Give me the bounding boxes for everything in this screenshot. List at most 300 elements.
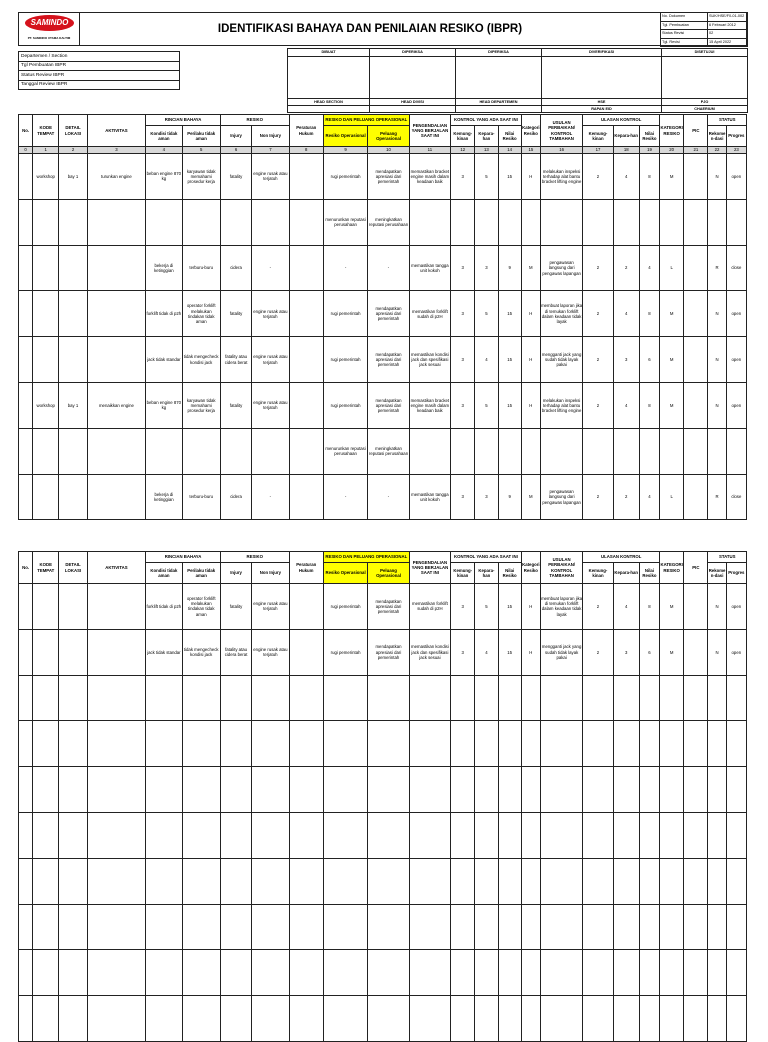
- table-row: [19, 629, 747, 675]
- cell-pic: [684, 950, 708, 996]
- cell-kondisi: [146, 950, 182, 996]
- cell-rek: N: [708, 291, 726, 337]
- cell-peraturan: [289, 858, 323, 904]
- col-number: 19: [639, 147, 659, 154]
- cell-k3: 9: [498, 474, 521, 520]
- doc-info-table: [660, 12, 748, 47]
- cell-rek: N: [708, 584, 726, 630]
- cell-detail: [59, 474, 87, 520]
- col-detail: DETAIL LOKASI: [59, 115, 87, 147]
- cell-rek: N: [708, 154, 726, 200]
- col-ulasan: ULASAN KONTROL: [583, 552, 660, 563]
- cell-kode: [33, 767, 59, 813]
- col-aktivitas: AKTIVITAS: [87, 552, 146, 584]
- cell-pic: [684, 996, 708, 1042]
- cell-u3: [639, 428, 659, 474]
- cell-u1: 2: [583, 584, 613, 630]
- cell-u1: 2: [583, 154, 613, 200]
- cell-injury: [220, 675, 251, 721]
- cell-usulan: pengawasan langsung dari pengawas lapangan: [540, 474, 582, 520]
- cell-aktivitas: [87, 675, 146, 721]
- cell-u3: [639, 858, 659, 904]
- cell-peluang-ops: [368, 721, 409, 767]
- cell-perilaku: [182, 675, 220, 721]
- cell-k1: 3: [451, 382, 475, 428]
- col-rincian: RINCIAN BAHAYA: [146, 552, 221, 563]
- cell-kat: H: [521, 337, 540, 383]
- table-row: [19, 382, 747, 428]
- col-ops-group: RESIKO DAN PELUANG OPERASIONAL: [323, 552, 409, 563]
- cell-peluang-ops: [368, 767, 409, 813]
- logo-area: [18, 12, 80, 46]
- cell-u1: [583, 858, 613, 904]
- sig-box: [370, 57, 456, 99]
- cell-k2: [475, 950, 498, 996]
- cell-k3: 15: [498, 629, 521, 675]
- cell-pic: [684, 904, 708, 950]
- cell-k2: 3: [475, 245, 498, 291]
- col-ulasan: ULASAN KONTROL: [583, 115, 660, 126]
- cell-kat: H: [521, 584, 540, 630]
- cell-kondisi: [146, 858, 182, 904]
- cell-prog: open: [726, 382, 746, 428]
- cell-non-injury: [252, 904, 289, 950]
- cell-detail: [59, 428, 87, 474]
- cell-k3: [498, 675, 521, 721]
- cell-u2: 4: [613, 291, 639, 337]
- col-number: 3: [87, 147, 146, 154]
- cell-k3: [498, 950, 521, 996]
- cell-pengendalian: [409, 199, 450, 245]
- col-peluang-ops: Peluang Operasional: [368, 563, 409, 584]
- cell-pic: [684, 382, 708, 428]
- col-non-injury: Non Injury: [252, 563, 289, 584]
- col-number: 11: [409, 147, 450, 154]
- cell-detail: [59, 337, 87, 383]
- cell-aktivitas: turunkan engine: [87, 154, 146, 200]
- col-kategori2: KATEGORI RESIKO: [660, 115, 684, 147]
- cell-pic: [684, 245, 708, 291]
- cell-prog: [726, 767, 746, 813]
- cell-usulan: mengganti jack yang sudah tidak layak pakai: [540, 337, 582, 383]
- cell-k2: 5: [475, 291, 498, 337]
- cell-no: [19, 812, 33, 858]
- cell-non-injury: [252, 721, 289, 767]
- col-progres: Progres: [726, 563, 746, 584]
- col-injury: Injury: [220, 126, 251, 147]
- col-number: 14: [498, 147, 521, 154]
- cell-detail: [59, 291, 87, 337]
- cell-aktivitas: [87, 245, 146, 291]
- cell-u1: 2: [583, 337, 613, 383]
- cell-rek: [708, 428, 726, 474]
- cell-no: [19, 721, 33, 767]
- cell-peraturan: [289, 337, 323, 383]
- cell-u1: [583, 199, 613, 245]
- col-status: STATUS: [708, 115, 747, 126]
- col-resiko-ops: Resiko Operasional: [323, 563, 367, 584]
- cell-non-injury: engine rusak atau terjatuh: [252, 154, 289, 200]
- cell-perilaku: [182, 767, 220, 813]
- cell-detail: bay 1: [59, 382, 87, 428]
- cell-k2: 4: [475, 337, 498, 383]
- cell-k3: 9: [498, 245, 521, 291]
- cell-detail: [59, 629, 87, 675]
- doc-info-label: Status Revisi: [661, 30, 708, 39]
- cell-k2: 3: [475, 474, 498, 520]
- cell-kat2: [660, 428, 684, 474]
- sig-role: DIPERIKSA: [456, 49, 542, 57]
- cell-peluang-ops: meningkatkan reputasi perusahaan: [368, 199, 409, 245]
- doc-info-label: Tgl. Pembuatan: [661, 21, 708, 30]
- cell-usulan: [540, 812, 582, 858]
- doc-info-value: 02: [708, 30, 748, 39]
- table-row: [19, 767, 747, 813]
- col-peraturan: Peraturan Hukum: [289, 552, 323, 584]
- meta-field: Tanggal Review IBPR: [19, 80, 180, 90]
- cell-aktivitas: [87, 996, 146, 1042]
- cell-kode: [33, 245, 59, 291]
- cell-injury: [220, 767, 251, 813]
- cell-prog: [726, 428, 746, 474]
- meta-table: [18, 51, 180, 90]
- cell-k1: [451, 199, 475, 245]
- col-number: 16: [540, 147, 582, 154]
- doc-info-label: Tgl. Revisi: [661, 38, 708, 47]
- cell-prog: open: [726, 291, 746, 337]
- cell-usulan: [540, 858, 582, 904]
- doc-info-value: SUK/HSE/F0-01-002: [708, 13, 748, 22]
- cell-prog: [726, 812, 746, 858]
- cell-u1: [583, 812, 613, 858]
- cell-peraturan: [289, 584, 323, 630]
- cell-peluang-ops: mendapatkan apresiasi dari pemerintah: [368, 154, 409, 200]
- col-injury: Injury: [220, 563, 251, 584]
- sig-role: DIPERIKSA: [370, 49, 456, 57]
- cell-kode: [33, 584, 59, 630]
- cell-detail: [59, 996, 87, 1042]
- col-keparahan: Kepara-han: [475, 563, 498, 584]
- cell-non-injury: engine rusak atau terjatuh: [252, 291, 289, 337]
- cell-kat2: [660, 675, 684, 721]
- sig-name: RAPAN EID: [542, 106, 662, 113]
- cell-kode: [33, 950, 59, 996]
- col-no: No.: [19, 552, 33, 584]
- cell-injury: cidera: [220, 474, 251, 520]
- cell-kondisi: jack tidak standar: [146, 337, 182, 383]
- sig-role: DIVERIFIKASI: [542, 49, 662, 57]
- cell-resiko-ops: [323, 950, 367, 996]
- cell-kode: [33, 996, 59, 1042]
- cell-u1: 2: [583, 629, 613, 675]
- cell-injury: [220, 904, 251, 950]
- cell-resiko-ops: rugi pemerintah: [323, 337, 367, 383]
- cell-kode: [33, 812, 59, 858]
- cell-no: [19, 996, 33, 1042]
- col-keparahan: Kepara-han: [475, 126, 498, 147]
- cell-u2: 2: [613, 245, 639, 291]
- cell-rek: [708, 721, 726, 767]
- cell-k3: [498, 858, 521, 904]
- cell-injury: [220, 812, 251, 858]
- cell-u3: [639, 812, 659, 858]
- cell-peluang-ops: [368, 950, 409, 996]
- cell-kat2: [660, 996, 684, 1042]
- cell-detail: [59, 675, 87, 721]
- col-number: 8: [289, 147, 323, 154]
- cell-kode: [33, 428, 59, 474]
- cell-k1: [451, 904, 475, 950]
- cell-kondisi: beban engine 870 kg: [146, 382, 182, 428]
- cell-no: [19, 629, 33, 675]
- cell-kondisi: forklift tidak di p2h: [146, 584, 182, 630]
- cell-pic: [684, 858, 708, 904]
- col-kode: KODE TEMPAT: [33, 552, 59, 584]
- doc-info-label: No. Dokumen: [661, 13, 708, 22]
- cell-rek: [708, 675, 726, 721]
- cell-resiko-ops: [323, 812, 367, 858]
- sig-name: CHAERIUM: [662, 106, 748, 113]
- cell-peluang-ops: [368, 904, 409, 950]
- cell-k2: [475, 996, 498, 1042]
- cell-k3: 15: [498, 154, 521, 200]
- cell-peraturan: [289, 291, 323, 337]
- cell-kat: H: [521, 154, 540, 200]
- cell-aktivitas: [87, 767, 146, 813]
- cell-aktivitas: [87, 584, 146, 630]
- cell-k2: 4: [475, 629, 498, 675]
- table-row: [19, 428, 747, 474]
- cell-usulan: melakukan inspeksi terhadap alat bantu bracket lifting engine: [540, 382, 582, 428]
- cell-u2: [613, 428, 639, 474]
- cell-kat2: M: [660, 291, 684, 337]
- cell-rek: N: [708, 629, 726, 675]
- cell-k2: [475, 812, 498, 858]
- cell-usulan: [540, 675, 582, 721]
- cell-aktivitas: [87, 337, 146, 383]
- meta-field: Departemen / Section: [19, 52, 180, 62]
- cell-peraturan: [289, 721, 323, 767]
- col-peluang-ops: Peluang Operasional: [368, 126, 409, 147]
- cell-kondisi: beban engine 870 kg: [146, 154, 182, 200]
- cell-rek: R: [708, 245, 726, 291]
- cell-u3: 8: [639, 382, 659, 428]
- cell-peraturan: [289, 154, 323, 200]
- cell-kondisi: [146, 812, 182, 858]
- cell-kondisi: [146, 904, 182, 950]
- cell-kondisi: [146, 675, 182, 721]
- col-detail: DETAIL LOKASI: [59, 552, 87, 584]
- cell-pengendalian: memastikan forklift sudah di p2H: [409, 291, 450, 337]
- cell-injury: [220, 199, 251, 245]
- cell-peraturan: [289, 199, 323, 245]
- table-row: [19, 675, 747, 721]
- cell-u2: 3: [613, 629, 639, 675]
- cell-peluang-ops: mendapatkan apresiasi dari pemerintah: [368, 584, 409, 630]
- cell-usulan: [540, 767, 582, 813]
- cell-no: [19, 474, 33, 520]
- ibpr-table-page-2: [18, 551, 747, 1042]
- cell-non-injury: [252, 812, 289, 858]
- col-pengendalian: PENGENDALIAN YANG BERJALAN SAAT INI: [409, 552, 450, 584]
- cell-k3: 15: [498, 584, 521, 630]
- cell-no: [19, 291, 33, 337]
- sig-box: [542, 57, 662, 99]
- cell-detail: bay 1: [59, 154, 87, 200]
- cell-rek: [708, 950, 726, 996]
- table-row: [19, 904, 747, 950]
- cell-perilaku: [182, 721, 220, 767]
- col-resiko-ops: Resiko Operasional: [323, 126, 367, 147]
- cell-kode: [33, 858, 59, 904]
- cell-pengendalian: [409, 904, 450, 950]
- cell-peluang-ops: mendapatkan apresiasi dari pemerintah: [368, 291, 409, 337]
- table-row: [19, 950, 747, 996]
- cell-kondisi: bekerja di ketinggian: [146, 474, 182, 520]
- col-rekom: Rekomen-dasi: [708, 563, 726, 584]
- col-kategori: Kategori Resiko: [521, 552, 540, 584]
- cell-peraturan: [289, 428, 323, 474]
- cell-perilaku: terburu-buru: [182, 245, 220, 291]
- cell-pic: [684, 337, 708, 383]
- cell-kat: [521, 904, 540, 950]
- cell-k2: [475, 675, 498, 721]
- cell-injury: [220, 428, 251, 474]
- cell-kat: M: [521, 474, 540, 520]
- cell-peluang-ops: meningkatkan reputasi perusahaan: [368, 428, 409, 474]
- signature-table: [287, 48, 748, 113]
- cell-pic: [684, 629, 708, 675]
- cell-kondisi: jack tidak standar: [146, 629, 182, 675]
- cell-prog: [726, 675, 746, 721]
- cell-no: [19, 199, 33, 245]
- table-row: [19, 245, 747, 291]
- cell-pengendalian: [409, 996, 450, 1042]
- cell-peraturan: [289, 904, 323, 950]
- cell-pengendalian: memastikan bracket engine masih dalam keadaan baik: [409, 382, 450, 428]
- cell-kat2: [660, 721, 684, 767]
- cell-usulan: [540, 904, 582, 950]
- ibpr-table: [18, 114, 747, 520]
- cell-u2: 4: [613, 584, 639, 630]
- cell-aktivitas: [87, 858, 146, 904]
- col-perilaku: Perilaku tidak aman: [182, 563, 220, 584]
- cell-u1: 2: [583, 291, 613, 337]
- cell-resiko-ops: menurunkan reputasi perusahaan: [323, 428, 367, 474]
- cell-pengendalian: memastikan kondisi jack dan spesifikasi jack sesuai: [409, 337, 450, 383]
- cell-pic: [684, 199, 708, 245]
- cell-kat: M: [521, 245, 540, 291]
- cell-pic: [684, 428, 708, 474]
- cell-peluang-ops: mendapatkan apresiasi dari pemerintah: [368, 337, 409, 383]
- cell-pic: [684, 767, 708, 813]
- cell-no: [19, 904, 33, 950]
- cell-k2: 5: [475, 154, 498, 200]
- cell-perilaku: operator forklift melakukan tindakan tidak aman: [182, 291, 220, 337]
- cell-k1: 3: [451, 629, 475, 675]
- cell-resiko-ops: [323, 767, 367, 813]
- cell-u2: [613, 199, 639, 245]
- cell-kode: workshop: [33, 382, 59, 428]
- cell-kat2: [660, 950, 684, 996]
- cell-detail: [59, 767, 87, 813]
- col-number: 1: [33, 147, 59, 154]
- table-row: [19, 199, 747, 245]
- cell-usulan: [540, 950, 582, 996]
- cell-kode: [33, 721, 59, 767]
- cell-no: [19, 584, 33, 630]
- cell-kondisi: forklift tidak di p2h: [146, 291, 182, 337]
- cell-rek: N: [708, 337, 726, 383]
- cell-u3: [639, 904, 659, 950]
- col-number: 18: [613, 147, 639, 154]
- cell-kat: [521, 950, 540, 996]
- sig-position: PJO: [662, 99, 748, 106]
- cell-resiko-ops: rugi pemerintah: [323, 382, 367, 428]
- col-aktivitas: AKTIVITAS: [87, 115, 146, 147]
- cell-pengendalian: [409, 950, 450, 996]
- table-row: [19, 474, 747, 520]
- cell-pic: [684, 721, 708, 767]
- col-number: 20: [660, 147, 684, 154]
- cell-perilaku: [182, 950, 220, 996]
- cell-pic: [684, 584, 708, 630]
- cell-aktivitas: [87, 474, 146, 520]
- cell-usulan: melakukan inspeksi terhadap alat bantu bracket lifting engine: [540, 154, 582, 200]
- col-rincian: RINCIAN BAHAYA: [146, 115, 221, 126]
- col-pic: PIC: [684, 115, 708, 147]
- cell-kat: [521, 767, 540, 813]
- cell-kat: [521, 996, 540, 1042]
- cell-non-injury: engine rusak atau terjatuh: [252, 337, 289, 383]
- cell-injury: fatality: [220, 291, 251, 337]
- table-row: [19, 812, 747, 858]
- col-pic: PIC: [684, 552, 708, 584]
- cell-k1: [451, 721, 475, 767]
- cell-perilaku: terburu-buru: [182, 474, 220, 520]
- cell-peraturan: [289, 767, 323, 813]
- cell-detail: [59, 904, 87, 950]
- col-usulan: USULAN PERBAIKAN/ KONTROL TAMBAHAN: [540, 552, 582, 584]
- cell-no: [19, 154, 33, 200]
- cell-resiko-ops: [323, 858, 367, 904]
- cell-aktivitas: [87, 629, 146, 675]
- cell-pengendalian: memastikan forklift sudah di p2H: [409, 584, 450, 630]
- col-perilaku: Perilaku tidak aman: [182, 126, 220, 147]
- cell-injury: fatality atau cidera berat: [220, 629, 251, 675]
- col-nilai-2: Nilai Resiko: [639, 126, 659, 147]
- table-row: [19, 721, 747, 767]
- col-resiko: RESIKO: [220, 552, 289, 563]
- cell-pengendalian: memastikan tangga unit kokoh: [409, 474, 450, 520]
- sig-role: DISETUJUI: [662, 49, 748, 57]
- cell-non-injury: [252, 428, 289, 474]
- cell-kat2: [660, 904, 684, 950]
- cell-u2: [613, 721, 639, 767]
- cell-peluang-ops: -: [368, 245, 409, 291]
- cell-kat: [521, 858, 540, 904]
- cell-u3: 6: [639, 337, 659, 383]
- cell-peluang-ops: mendapatkan apresiasi dari pemerintah: [368, 629, 409, 675]
- col-progres: Progres: [726, 126, 746, 147]
- cell-k1: 3: [451, 245, 475, 291]
- cell-u3: 8: [639, 154, 659, 200]
- table-row: [19, 584, 747, 630]
- cell-k3: [498, 767, 521, 813]
- cell-prog: [726, 904, 746, 950]
- cell-kat2: [660, 199, 684, 245]
- cell-resiko-ops: -: [323, 474, 367, 520]
